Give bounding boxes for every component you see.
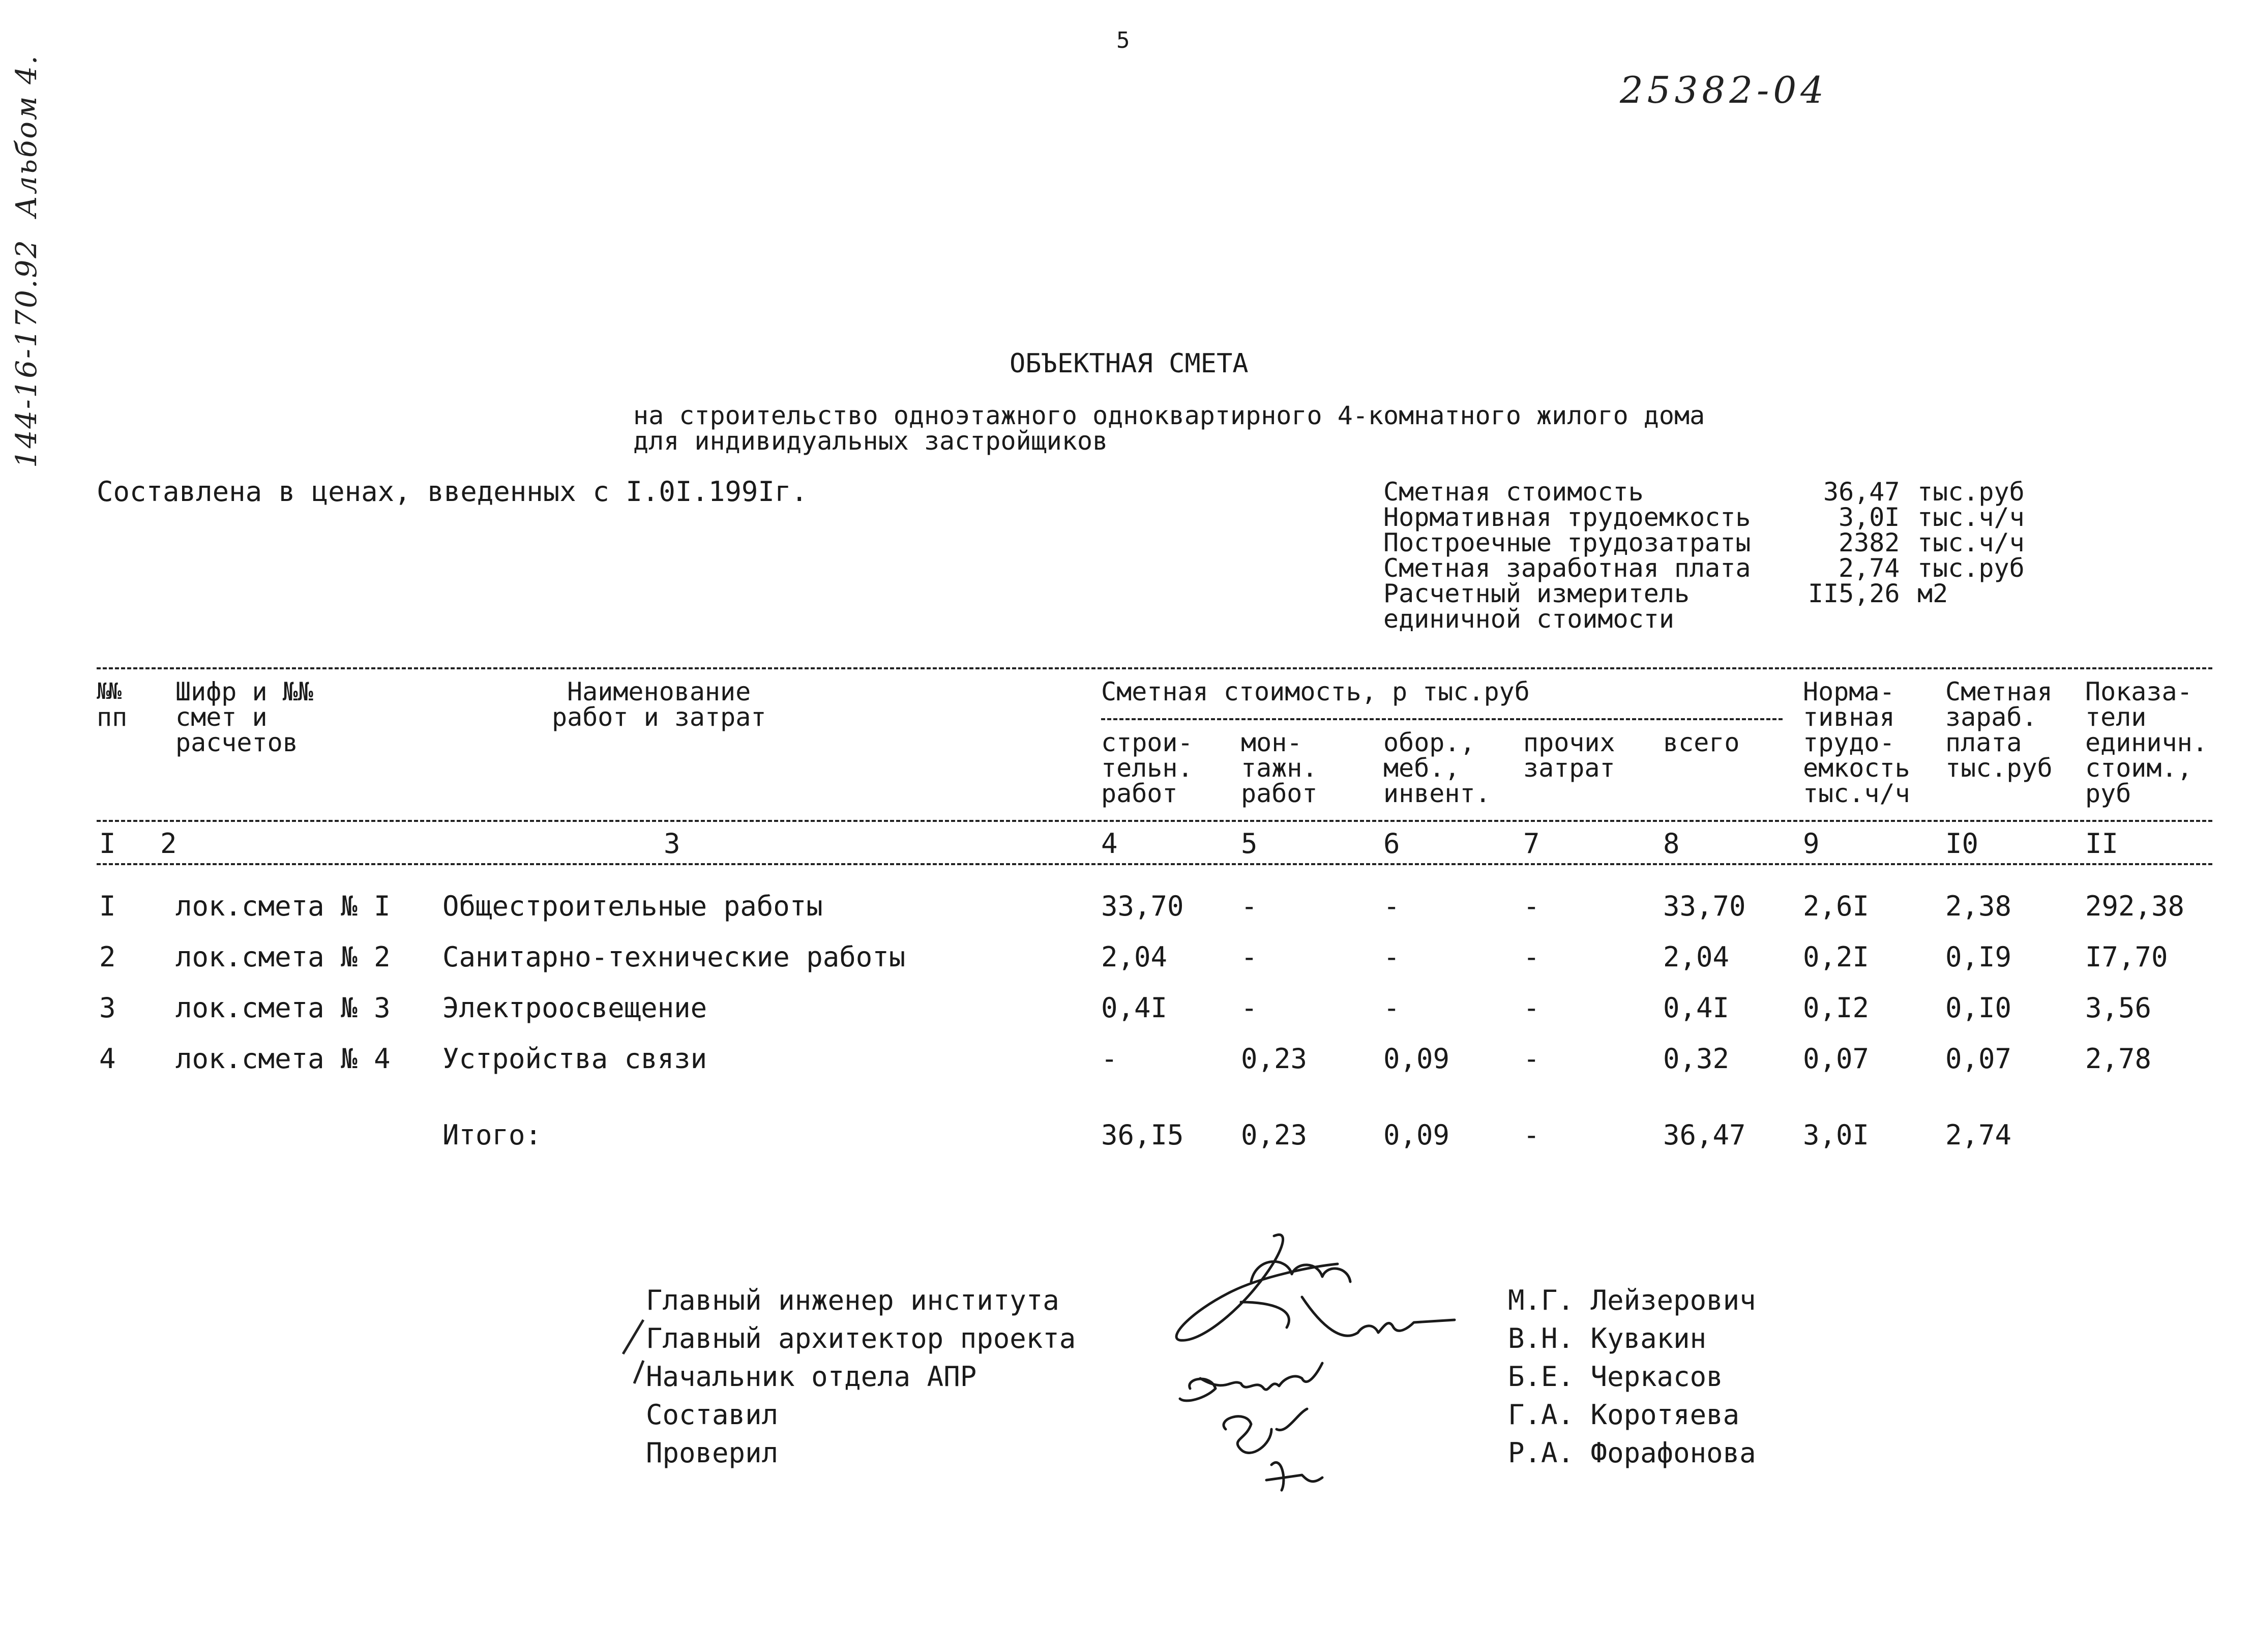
total-col5: 0,23 [1241, 1119, 1308, 1151]
header-col5: работ [1241, 779, 1318, 808]
column-number: 7 [1523, 828, 1540, 860]
signature-scribbles [1170, 1226, 1505, 1500]
row-number: I [99, 890, 116, 922]
cell-col4: - [1101, 1043, 1118, 1075]
cell-col11: 292,38 [2085, 890, 2185, 922]
summary-label: Сметная заработная плата [1383, 553, 1751, 583]
row-number: 2 [99, 941, 116, 973]
total-col9: 3,0I [1803, 1119, 1870, 1151]
header-col10: Сметная [1945, 677, 2053, 706]
header-col5: тажн. [1241, 753, 1318, 783]
header-col11: тели [2085, 702, 2147, 732]
table-rule-top [97, 667, 2212, 669]
header-num: №№ [97, 678, 120, 704]
cell-col5: - [1241, 941, 1258, 973]
header-code: Шифр и №№ [175, 677, 313, 706]
summary-value: 2,74 [1839, 553, 1900, 583]
signatory-name: Г.А. Коротяева [1508, 1399, 1740, 1431]
header-col9: Норма- [1803, 677, 1895, 706]
cell-col10: 0,07 [1945, 1043, 2012, 1075]
cell-col9: 0,I2 [1803, 992, 1870, 1024]
cell-col8: 33,70 [1663, 890, 1746, 922]
column-number: 8 [1663, 828, 1680, 860]
cell-col11: 2,78 [2085, 1043, 2152, 1075]
summary-unit: тыс.ч/ч [1917, 528, 2025, 557]
page-title: ОБЪЕКТНАЯ СМЕТА [1010, 348, 1249, 379]
cell-col7: - [1523, 941, 1540, 973]
total-col8: 36,47 [1663, 1119, 1746, 1151]
table-rule-colnums-bottom [97, 863, 2212, 865]
header-col11: руб [2085, 779, 2131, 808]
summary-unit: тыс.руб [1917, 553, 2025, 583]
header-col11: стоим., [2085, 753, 2192, 783]
cell-col9: 0,2I [1803, 941, 1870, 973]
header-name: Наименование [567, 677, 751, 706]
cell-col9: 0,07 [1803, 1043, 1870, 1075]
column-number: 4 [1101, 828, 1118, 860]
slash-mark [618, 1317, 648, 1358]
cell-col6: - [1383, 992, 1400, 1024]
column-number: 9 [1803, 828, 1820, 860]
column-number: 6 [1383, 828, 1400, 860]
cell-col8: 2,04 [1663, 941, 1730, 973]
header-col9: тыс.ч/ч [1803, 779, 1910, 808]
header-col4: работ [1101, 779, 1178, 808]
cell-col7: - [1523, 1043, 1540, 1075]
summary-value: 2382 [1839, 528, 1900, 557]
row-name: Электроосвещение [442, 992, 707, 1024]
cell-col10: 0,I9 [1945, 941, 2012, 973]
signatory-role: Начальник отдела АПР [646, 1361, 977, 1393]
side-code: 144-16-170.92 Альбом 4. [10, 54, 43, 468]
summary-unit: м2 [1917, 579, 1948, 608]
signatory-role: Главный архитектор проекта [646, 1322, 1076, 1354]
row-code: лок.смета № 2 [175, 941, 391, 973]
column-number: 2 [160, 828, 177, 860]
header-col9: тивная [1803, 702, 1895, 732]
row-number: 3 [99, 992, 116, 1024]
signatory-role: Главный инженер института [646, 1284, 1059, 1316]
summary-value: 36,47 [1823, 477, 1900, 507]
total-label: Итого: [442, 1119, 542, 1151]
summary-label: Сметная стоимость [1383, 477, 1644, 507]
header-col6: меб., [1383, 753, 1460, 783]
header-col11: Показа- [2085, 677, 2192, 706]
header-code: расчетов [175, 728, 298, 757]
header-col11: единичн. [2085, 728, 2208, 757]
cell-col4: 2,04 [1101, 941, 1168, 973]
header-cost-group: Сметная стоимость, р тыс.руб [1101, 677, 1530, 706]
header-col7: прочих [1523, 728, 1615, 757]
cell-col6: 0,09 [1383, 1043, 1450, 1075]
signatory-role: Проверил [646, 1437, 779, 1469]
header-col4: тельн. [1101, 753, 1193, 783]
cell-col5: - [1241, 890, 1258, 922]
header-col10: зараб. [1945, 702, 2037, 732]
cell-col11: I7,70 [2085, 941, 2168, 973]
column-number: II [2085, 828, 2119, 860]
header-col6: инвент. [1383, 779, 1491, 808]
header-col4: строи- [1101, 728, 1193, 757]
header-col8: всего [1663, 728, 1740, 757]
header-col10: тыс.руб [1945, 753, 2053, 783]
header-num: пп [97, 702, 128, 732]
cell-col4: 0,4I [1101, 992, 1168, 1024]
row-number: 4 [99, 1043, 116, 1075]
cell-col8: 0,4I [1663, 992, 1730, 1024]
table-rule-header-bottom [97, 820, 2212, 822]
row-name: Устройства связи [442, 1043, 707, 1075]
doc-code: 25382-04 [1620, 69, 1828, 111]
cell-col5: - [1241, 992, 1258, 1024]
summary-label: Построечные трудозатраты [1383, 528, 1751, 557]
summary-value: II5,26 [1808, 579, 1900, 608]
row-code: лок.смета № I [175, 890, 391, 922]
prices-note: Составлена в ценах, введенных с I.0I.199Iг. [97, 476, 808, 508]
header-col9: трудо- [1803, 728, 1895, 757]
row-code: лок.смета № 3 [175, 992, 391, 1024]
subtitle-line-1: на строительство одноэтажного одноквартирного 4-комнатного жилого дома [633, 401, 1705, 430]
total-col6: 0,09 [1383, 1119, 1450, 1151]
header-col5: мон- [1241, 728, 1302, 757]
row-name: Санитарно-технические работы [442, 941, 906, 973]
table-rule-cost-group [1101, 718, 1783, 720]
cell-col10: 0,I0 [1945, 992, 2012, 1024]
signatory-name: М.Г. Лейзерович [1508, 1284, 1756, 1316]
summary-unit: тыс.ч/ч [1917, 503, 2025, 532]
cell-col8: 0,32 [1663, 1043, 1730, 1075]
cell-col5: 0,23 [1241, 1043, 1308, 1075]
header-col10: плата [1945, 728, 2022, 757]
signatory-name: В.Н. Кувакин [1508, 1322, 1707, 1354]
total-col7: - [1523, 1119, 1540, 1151]
cell-col7: - [1523, 992, 1540, 1024]
cell-col10: 2,38 [1945, 890, 2012, 922]
summary-unit: тыс.руб [1917, 477, 2025, 507]
column-number: I [99, 828, 116, 860]
cell-col7: - [1523, 890, 1540, 922]
header-name: работ и затрат [552, 702, 766, 732]
signatory-role: Составил [646, 1399, 779, 1431]
subtitle-line-2: для индивидуальных застройщиков [633, 426, 1108, 456]
header-col7: затрат [1523, 753, 1615, 783]
header-col6: обор., [1383, 728, 1475, 757]
column-number: 3 [664, 828, 680, 860]
cell-col11: 3,56 [2085, 992, 2152, 1024]
header-code: смет и [175, 702, 268, 732]
signatory-name: Р.А. Форафонова [1508, 1437, 1756, 1469]
total-col10: 2,74 [1945, 1119, 2012, 1151]
cell-col9: 2,6I [1803, 890, 1870, 922]
summary-label: Расчетный измеритель [1383, 579, 1690, 608]
page-number: 5 [1116, 27, 1130, 53]
cell-col6: - [1383, 890, 1400, 922]
column-number: I0 [1945, 828, 1979, 860]
column-number: 5 [1241, 828, 1258, 860]
row-code: лок.смета № 4 [175, 1043, 391, 1075]
total-col4: 36,I5 [1101, 1119, 1184, 1151]
signatory-name: Б.Е. Черкасов [1508, 1361, 1723, 1393]
summary-value: 3,0I [1839, 503, 1900, 532]
summary-label: Нормативная трудоемкость [1383, 503, 1751, 532]
summary-label: единичной стоимости [1383, 604, 1674, 634]
slash-mark [628, 1358, 648, 1389]
header-col9: емкость [1803, 753, 1910, 783]
cell-col4: 33,70 [1101, 890, 1184, 922]
row-name: Общестроительные работы [442, 890, 823, 922]
cell-col6: - [1383, 941, 1400, 973]
